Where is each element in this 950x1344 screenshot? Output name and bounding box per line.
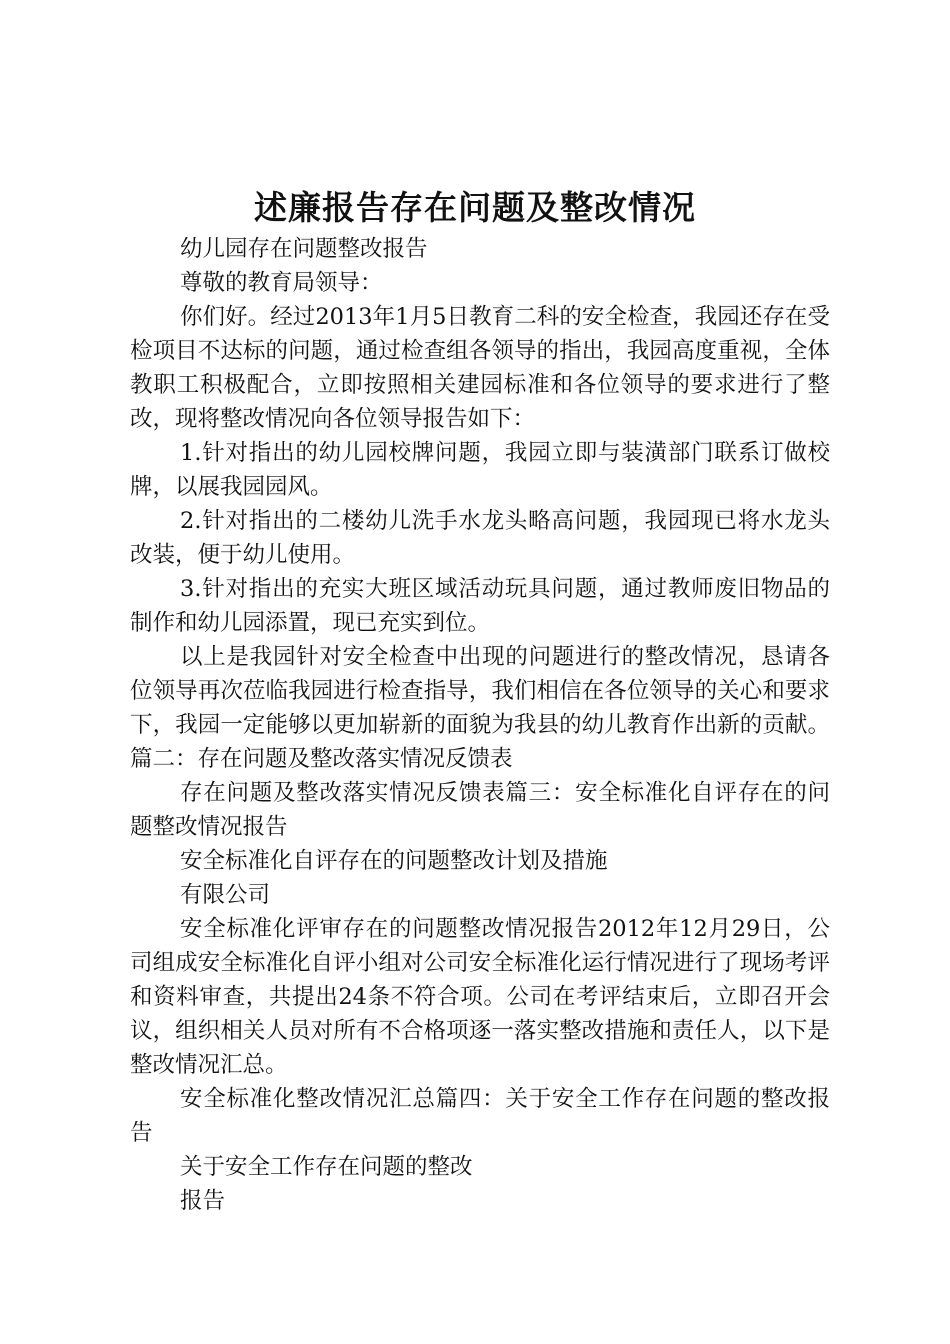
paragraph-feedback-table: 存在问题及整改落实情况反馈表篇三：安全标准化自评存在的问题整改情况报告 bbox=[130, 780, 830, 840]
paragraph-item-3: 3.针对指出的充实大班区域活动玩具问题，通过教师废旧物品的制作和幼儿园添置，现已充实到位。 bbox=[130, 576, 830, 636]
document-title: 述廉报告存在问题及整改情况 bbox=[254, 188, 696, 227]
paragraph-introduction: 你们好。经过2013年1月5日教育二科的安全检查，我园还存在受检项目不达标的问题，通过检查组各领导的指出，我园高度重视，全体教职工积极配合，立即按照相关建园标准和各位领导的要求进行了整改，现将整改情况向各位领导报告如下： bbox=[130, 304, 830, 432]
paragraph-rectification-plan-heading: 安全标准化自评存在的问题整改计划及措施 bbox=[180, 848, 608, 874]
paragraph-item-1: 1.针对指出的幼儿园校牌问题，我园立即与装潢部门联系订做校牌，以展我园园风。 bbox=[130, 440, 830, 500]
paragraph-summary-chapter-four: 安全标准化整改情况汇总篇四：关于安全工作存在问题的整改报告 bbox=[130, 1086, 830, 1146]
paragraph-salutation: 尊敬的教育局领导： bbox=[180, 270, 383, 296]
document-body bbox=[130, 232, 830, 1218]
paragraph-safety-work-heading: 关于安全工作存在问题的整改 bbox=[180, 1154, 473, 1180]
paragraph-evaluation-report: 安全标准化评审存在的问题整改情况报告2012年12月29日，公司组成安全标准化自评小组对公司安全标准化运行情况进行了现场考评和资料审查，共提出24条不符合项。公司在考评结束后，立即召开会议，组织相关人员对所有不合格项逐一落实整改措施和责任人，以下是整改情况汇总。 bbox=[130, 916, 830, 1078]
paragraph-kindergarten-report-heading: 幼儿园存在问题整改报告 bbox=[180, 236, 428, 262]
paragraph-company: 有限公司 bbox=[180, 882, 271, 908]
paragraph-item-2: 2.针对指出的二楼幼儿洗手水龙头略高问题，我园现已将水龙头改装，便于幼儿使用。 bbox=[130, 508, 830, 568]
paragraph-report-word: 报告 bbox=[180, 1188, 226, 1214]
paragraph-conclusion: 以上是我园针对安全检查中出现的问题进行的整改情况，恳请各位领导再次莅临我园进行检查指导，我们相信在各位领导的关心和要求下，我园一定能够以更加崭新的面貌为我县的幼儿教育作出新的贡献。篇二：存在问题及整改落实情况反馈表 bbox=[130, 644, 830, 772]
